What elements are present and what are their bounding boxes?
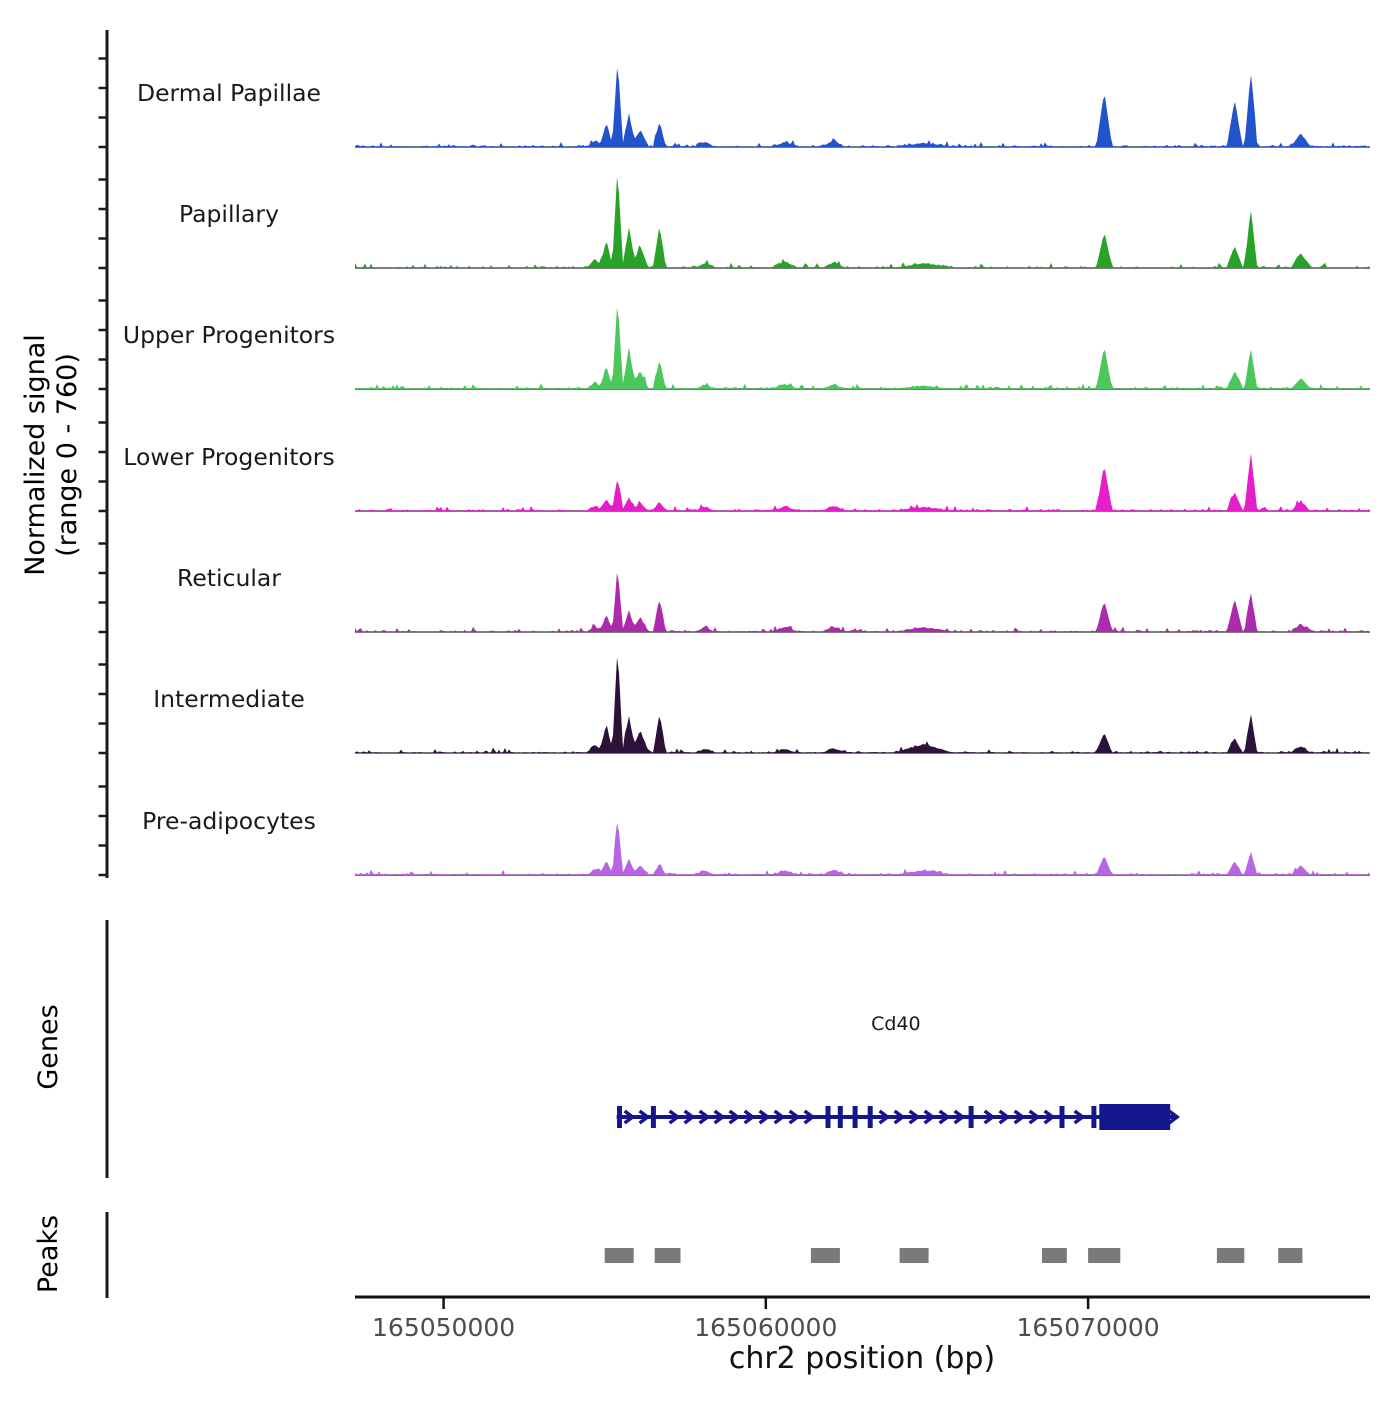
- signal-area-papillary: [355, 177, 1370, 268]
- x-axis: [355, 1297, 1370, 1376]
- gene-exon-tick: [1060, 1106, 1065, 1128]
- gene-exon-tick: [651, 1106, 656, 1128]
- peaks-section-label: Peaks: [33, 1214, 64, 1294]
- signal-area-upper-progenitors: [355, 307, 1370, 389]
- gene-model: [617, 1104, 1177, 1130]
- peak-interval-rect: [655, 1248, 681, 1263]
- gene-exon-tick: [826, 1106, 831, 1128]
- peak-interval-rect: [1278, 1248, 1302, 1263]
- gene-exon-tick: [617, 1106, 622, 1128]
- y-axis-title-line1: Normalized signal: [20, 334, 51, 576]
- x-axis-tick-label: 165050000: [372, 1313, 516, 1342]
- y-axis-title-line2: (range 0 - 760): [52, 353, 83, 557]
- track-label-upper-progenitors: Upper Progenitors: [122, 321, 336, 349]
- gene-exon-tick: [969, 1106, 974, 1128]
- x-axis-ticks: [372, 1297, 1160, 1342]
- genes-section: [33, 920, 1177, 1178]
- signal-area-intermediate: [355, 657, 1370, 753]
- track-label-dermal-papillae: Dermal Papillae: [137, 79, 321, 107]
- signal-area-dermal-papillae: [355, 68, 1370, 147]
- track-label-papillary: Papillary: [179, 200, 279, 228]
- genes-section-label: Genes: [33, 1004, 64, 1090]
- peak-interval-rect: [811, 1248, 840, 1263]
- gene-exon-tick: [853, 1106, 858, 1128]
- gene-exon-tick: [838, 1106, 843, 1128]
- peaks-section: [33, 1212, 1302, 1298]
- x-axis-tick-label: 165060000: [694, 1313, 838, 1342]
- peak-intervals: [605, 1248, 1303, 1263]
- track-label-pre-adipocytes: Pre-adipocytes: [142, 807, 316, 835]
- peak-interval-rect: [1088, 1248, 1120, 1263]
- signal-y-axis: [99, 30, 108, 878]
- track-label-lower-progenitors: Lower Progenitors: [123, 443, 335, 471]
- gene-utr-box: [1099, 1104, 1170, 1130]
- gene-exon-tick: [868, 1106, 873, 1128]
- signal-area-reticular: [355, 573, 1370, 632]
- track-label-intermediate: Intermediate: [153, 685, 305, 713]
- x-axis-title: chr2 position (bp): [728, 1341, 996, 1376]
- signal-area-pre-adipocytes: [355, 823, 1370, 875]
- peak-interval-rect: [1042, 1248, 1067, 1263]
- peak-interval-rect: [605, 1248, 634, 1263]
- gene-exon-tick: [1091, 1106, 1096, 1128]
- peak-interval-rect: [900, 1248, 929, 1263]
- x-axis-tick-label: 165070000: [1016, 1313, 1160, 1342]
- track-label-reticular: Reticular: [177, 564, 281, 592]
- signal-tracks: [123, 68, 1370, 875]
- gene-name-label: Cd40: [871, 1013, 921, 1035]
- signal-area-lower-progenitors: [355, 453, 1370, 511]
- peak-interval-rect: [1217, 1248, 1244, 1263]
